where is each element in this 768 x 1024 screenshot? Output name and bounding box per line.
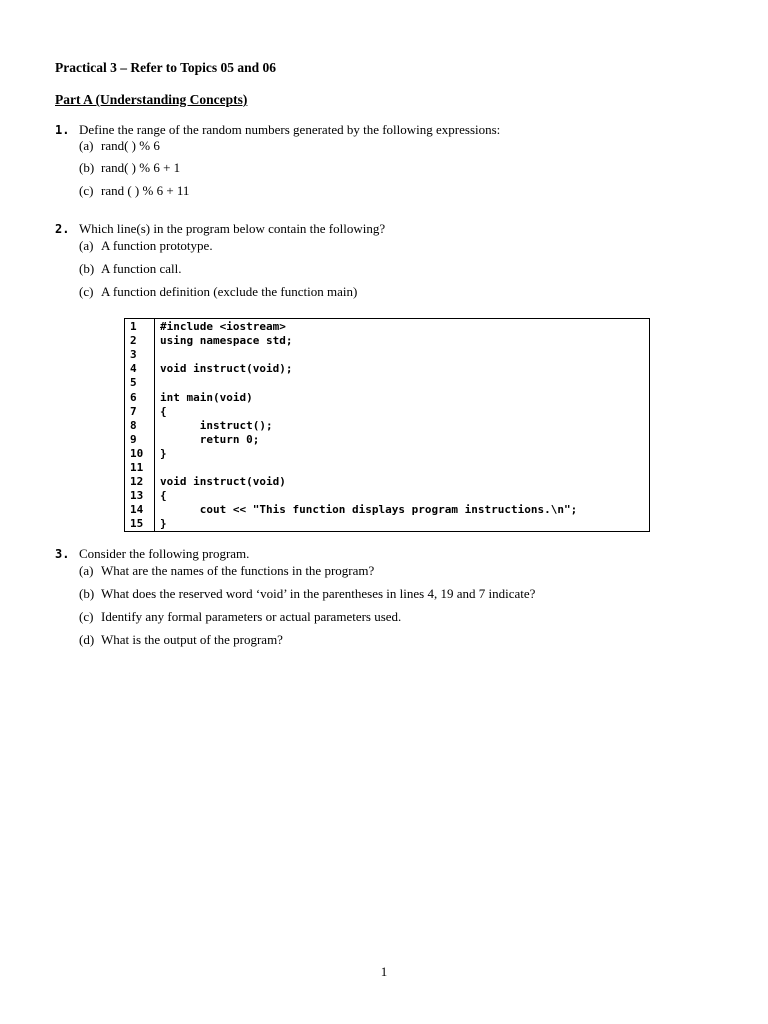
item-text: What are the names of the functions in the program?: [101, 563, 375, 578]
line-number: 13: [130, 489, 144, 503]
question-2-item-c: [79, 284, 357, 300]
line-number: 15: [130, 517, 144, 531]
item-text: A function call.: [101, 261, 182, 276]
code-line: [125, 475, 649, 489]
question-2: [55, 221, 385, 237]
line-text: {: [160, 489, 167, 503]
line-number: 6: [130, 390, 137, 404]
item-text: What is the output of the program?: [101, 632, 283, 647]
item-text: rand( ) % 6 + 1: [101, 160, 181, 175]
question-2-item-b: [79, 261, 182, 277]
question-3-item-c: [79, 609, 401, 625]
question-3: [55, 546, 249, 562]
line-number: 11: [130, 461, 144, 474]
item-label: (c): [79, 284, 94, 299]
code-listing: [124, 318, 650, 532]
line-text: instruct();: [160, 418, 273, 432]
line-text: }: [160, 446, 167, 460]
item-label: (c): [79, 183, 94, 198]
question-number: 3.: [55, 547, 70, 561]
item-label: (a): [79, 563, 94, 578]
item-label: (b): [79, 586, 95, 601]
page-number: 1: [380, 964, 388, 979]
line-number: 10: [130, 446, 144, 460]
code-line: [125, 447, 649, 461]
line-text: int main(void): [160, 390, 253, 404]
line-text: cout << "This function displays program instructions.\n";: [160, 503, 578, 517]
item-text: rand ( ) % 6 + 11: [101, 183, 190, 198]
line-number: 12: [130, 475, 144, 489]
code-line: [125, 419, 649, 433]
item-label: (a): [79, 238, 94, 253]
section-title: Part A (Understanding Concepts): [55, 92, 248, 107]
question-3-item-d: [79, 632, 283, 648]
question-1-item-b: [79, 160, 180, 176]
code-line: [125, 391, 649, 405]
question-3-item-a: [79, 563, 374, 579]
line-number: 7: [130, 404, 137, 418]
line-text: void instruct(void);: [160, 362, 293, 376]
code-line: [125, 334, 649, 348]
code-line: [125, 348, 649, 362]
question-text: Consider the following program.: [79, 546, 250, 561]
item-text: Identify any formal parameters or actual parameters used.: [101, 609, 402, 624]
item-text: A function prototype.: [101, 238, 213, 253]
line-text: #include <iostream>: [160, 320, 286, 333]
line-text: using namespace std;: [160, 334, 293, 348]
item-text: A function definition (exclude the function main): [101, 284, 358, 299]
question-text: Define the range of the random numbers generated by the following expressions:: [79, 122, 501, 137]
item-text: rand( ) % 6: [101, 138, 160, 153]
item-label: (b): [79, 160, 95, 175]
line-number: 2: [130, 334, 137, 348]
line-text: }: [160, 517, 167, 531]
question-1-item-a: [79, 138, 160, 154]
line-number: 1: [130, 320, 137, 333]
code-line: [125, 405, 649, 419]
item-label: (a): [79, 138, 94, 153]
code-line: [125, 362, 649, 376]
question-3-item-b: [79, 586, 535, 602]
line-number: 5: [130, 376, 137, 390]
code-line: [125, 433, 649, 447]
line-text: {: [160, 404, 167, 418]
question-2-item-a: [79, 238, 213, 254]
question-number: 1.: [55, 123, 70, 137]
line-text: void instruct(void): [160, 475, 286, 489]
page-title: Practical 3 – Refer to Topics 05 and 06: [55, 60, 276, 75]
code-line: [125, 320, 649, 334]
question-1-item-c: [79, 183, 189, 199]
line-number: 9: [130, 432, 137, 446]
question-number: 2.: [55, 222, 70, 236]
line-number: 8: [130, 418, 137, 432]
line-text: return 0;: [160, 432, 260, 446]
item-label: (c): [79, 609, 94, 624]
code-line: [125, 489, 649, 503]
item-label: (d): [79, 632, 95, 647]
question-text: Which line(s) in the program below contain the following?: [79, 221, 386, 236]
code-line: [125, 461, 649, 475]
code-line: [125, 517, 649, 531]
code-line: [125, 376, 649, 390]
line-number: 14: [130, 503, 144, 517]
line-number: 3: [130, 348, 137, 362]
code-line: [125, 503, 649, 517]
question-1: [55, 122, 500, 138]
item-text: What does the reserved word ‘void’ in the parentheses in lines 4, 19 and 7 indicate?: [101, 586, 536, 601]
item-label: (b): [79, 261, 95, 276]
line-number: 4: [130, 362, 137, 376]
